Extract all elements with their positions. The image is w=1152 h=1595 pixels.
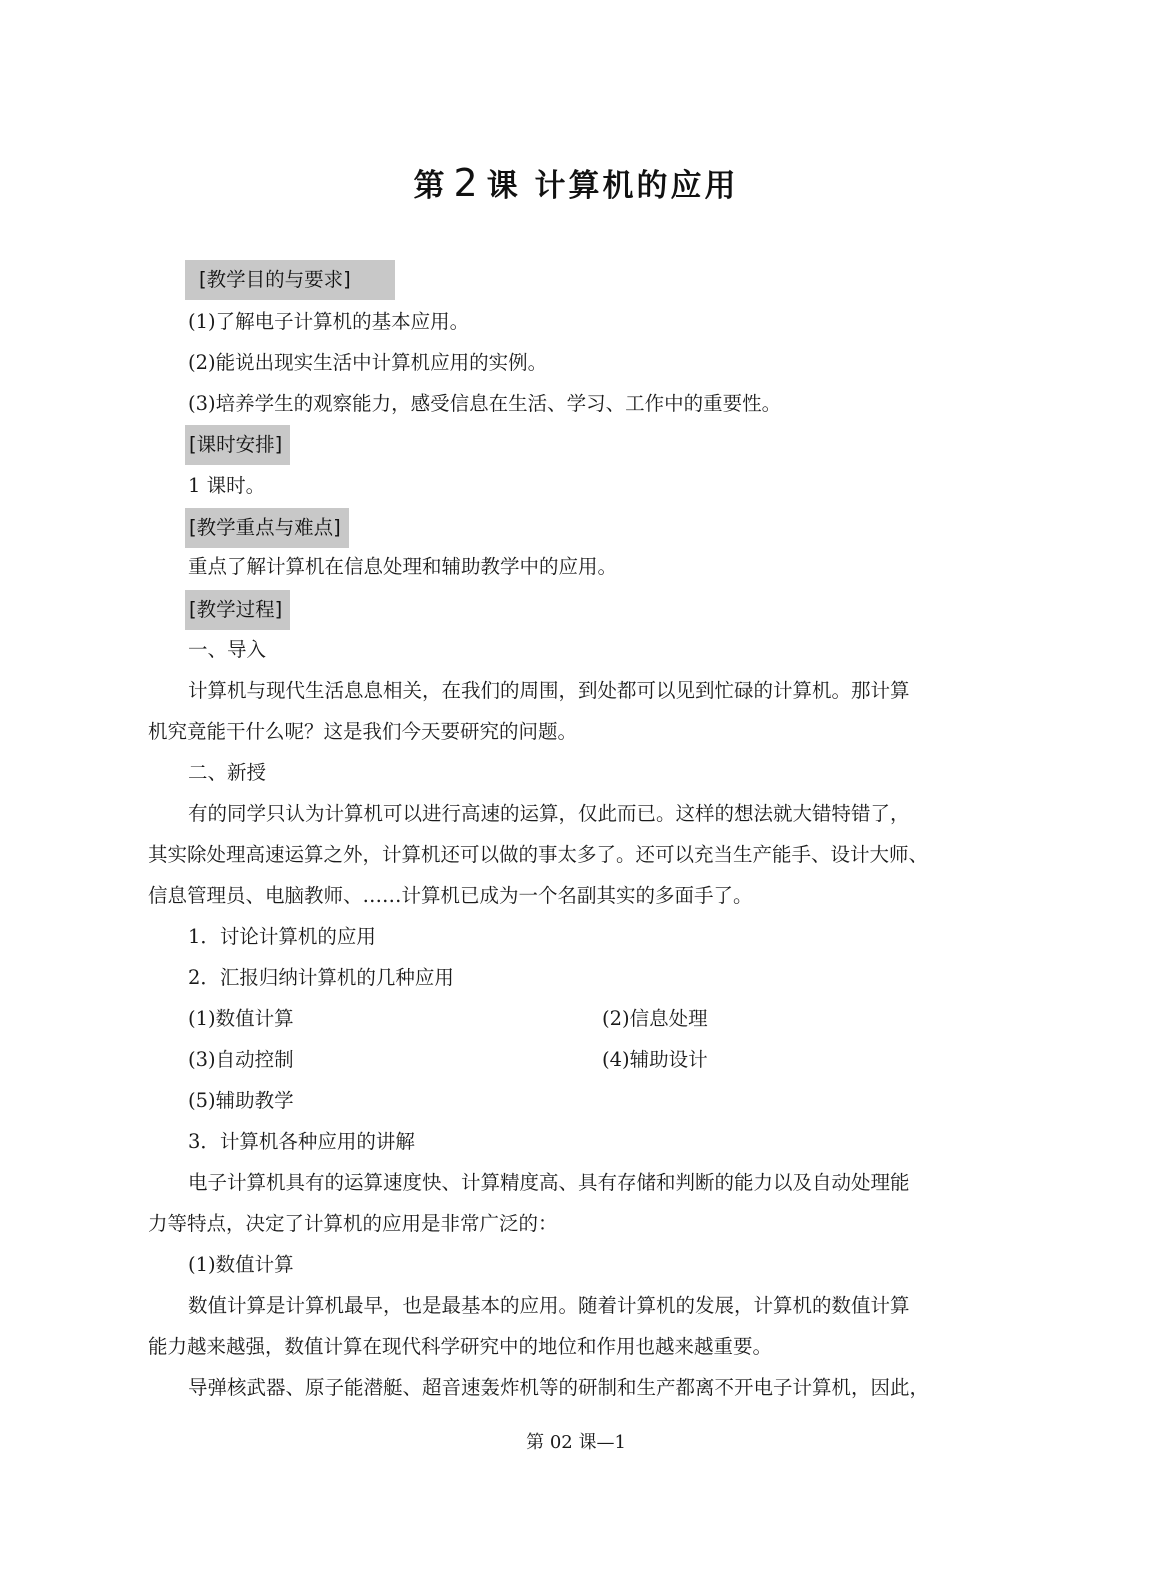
heading-goals: [教学目的与要求] [185,260,395,300]
schedule-text: 1 课时。 [188,474,266,497]
goal-3: (3)培养学生的观察能力，感受信息在生活、学习、工作中的重要性。 [188,392,782,415]
item-3: 3．计算机各种应用的讲解 [188,1130,415,1153]
sub-1-title: (1)数值计算 [188,1253,294,1276]
section-1-para-line-2: 机究竟能干什么呢？这是我们今天要研究的问题。 [148,720,578,743]
section-2-para-line-3: 信息管理员、电脑教师、……计算机已成为一个名副其实的多面手了。 [148,884,753,907]
title-number: 2 [453,161,481,205]
page-footer: 第 02 课—1 [526,1432,626,1453]
app-5: (5)辅助教学 [188,1089,294,1112]
key-points-text: 重点了解计算机在信息处理和辅助教学中的应用。 [188,555,618,578]
app-4: (4)辅助设计 [602,1048,708,1071]
section-1-para-line-1: 计算机与现代生活息息相关，在我们的周围，到处都可以见到忙碌的计算机。那计算 [188,679,910,702]
section-2-title: 二、新授 [188,761,267,784]
para-3-line-2: 力等特点，决定了计算机的应用是非常广泛的： [148,1212,558,1235]
goal-1: (1)了解电子计算机的基本应用。 [188,310,470,333]
page-title [0,160,1152,205]
para-4-line-1: 数值计算是计算机最早，也是最基本的应用。随着计算机的发展，计算机的数值计算 [188,1294,910,1317]
section-2-para-line-1: 有的同学只认为计算机可以进行高速的运算，仅此而已。这样的想法就大错特错了， [188,802,910,825]
section-2-para-line-2: 其实除处理高速运算之外，计算机还可以做的事太多了。还可以充当生产能手、设计大师、 [148,843,929,866]
para-4-line-2: 能力越来越强，数值计算在现代科学研究中的地位和作用也越来越重要。 [148,1335,773,1358]
app-2: (2)信息处理 [602,1007,708,1030]
heading-schedule: [课时安排] [185,425,290,465]
para-5-line-1: 导弹核武器、原子能潜艇、超音速轰炸机等的研制和生产都离不开电子计算机，因此， [188,1376,930,1399]
goal-2: (2)能说出现实生活中计算机应用的实例。 [188,351,548,374]
para-3-line-1: 电子计算机具有的运算速度快、计算精度高、具有存储和判断的能力以及自动处理能 [188,1171,910,1194]
item-1: 1．讨论计算机的应用 [188,925,376,948]
item-2: 2．汇报归纳计算机的几种应用 [188,966,454,989]
heading-process: [教学过程] [185,590,290,630]
heading-key-points: [教学重点与难点] [185,508,349,548]
title-rest: 课 计算机的应用 [486,168,739,204]
app-3: (3)自动控制 [188,1048,294,1071]
app-1: (1)数值计算 [188,1007,294,1030]
title-prefix: 第 [413,168,448,204]
section-1-title: 一、导入 [188,638,267,661]
